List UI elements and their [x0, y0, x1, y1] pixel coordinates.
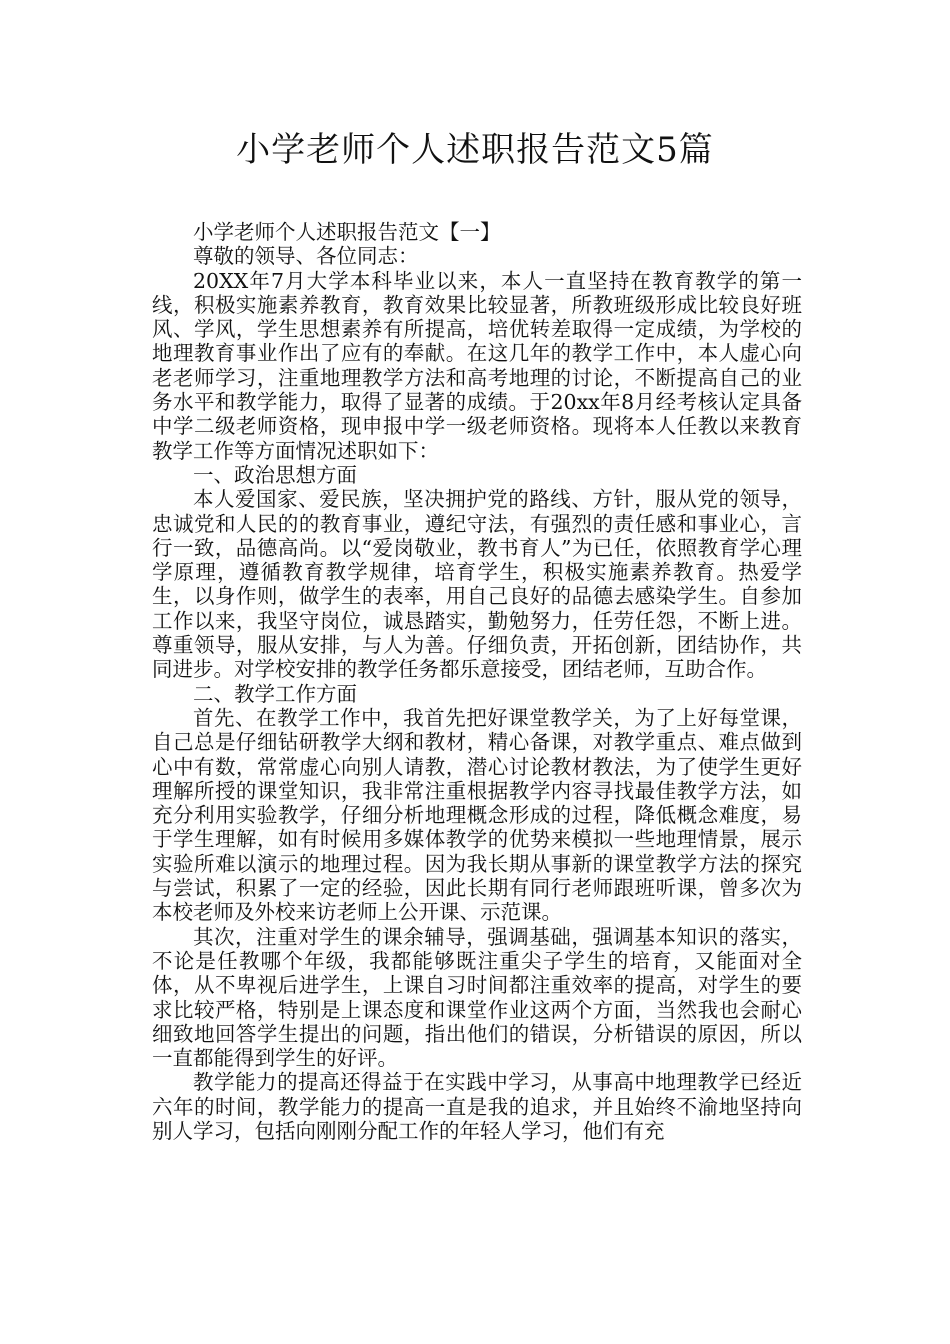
section-heading: 二、教学工作方面 [193, 681, 357, 706]
document-title: 小学老师个人述职报告范文5篇 [236, 130, 714, 170]
document-body [152, 220, 802, 1143]
body-paragraph: 本人爱国家、爱民族，坚决拥护党的路线、方针，服从党的领导，忠诚党和人民的的教育事业，遵纪守法，有强烈的责任感和事业心，言行一致，品德高尚。以“爱岗敬业，教书育人”为已任，依照教育学心理学原理，遵循教育教学规律，培育学生，积极实施素养教育。热爱学生，以身作则，做学生的表率，用自己良好的品德去感染学生。自参加工作以来，我坚守岗位，诚恳踏实，勤勉努力，任劳任怨，不断上进。尊重领导，服从安排，与人为善。仔细负责，开拓创新，团结协作，共同进步。对学校安排的教学任务都乐意接受，团结老师，互助合作。 [152, 487, 802, 682]
body-paragraph: 教学能力的提高还得益于在实践中学习，从事高中地理教学已经近六年的时间，教学能力的提高一直是我的追求，并且始终不渝地坚持向别人学习，包括向刚刚分配工作的年轻人学习，他们有充 [152, 1070, 802, 1143]
section-heading: 一、政治思想方面 [193, 462, 357, 487]
section-heading: 小学老师个人述职报告范文【一】 [193, 220, 501, 244]
body-paragraph: 首先、在教学工作中，我首先把好课堂教学关，为了上好每堂课，自己总是仔细钻研教学大纲和教材，精心备课，对教学重点、难点做到心中有数，常常虚心向别人请教，潜心讨论教材教法，为了使学生更好理解所授的课堂知识，我非常注重根据教学内容寻找最佳教学方法，如充分利用实验教学，仔细分析地理概念形成的过程，降低概念难度，易于学生理解，如有时候用多媒体教学的优势来模拟一些地理情景，展示实验所难以演示的地理过程。因为我长期从事新的课堂教学方法的探究与尝试，积累了一定的经验，因此长期有同行老师跟班听课，曾多次为本校老师及外校来访老师上公开课、示范课。 [152, 705, 802, 925]
body-paragraph: 20XX年7月大学本科毕业以来，本人一直坚持在教育教学的第一线，积极实施素养教育，教育效果比较显著，所教班级形成比较良好班风、学风，学生思想素养有所提高，培优转差取得一定成绩，为学校的地理教育事业作出了应有的奉献。在这几年的教学工作中，本人虚心向老老师学习，注重地理教学方法和高考地理的讨论，不断提高自己的业务水平和教学能力，取得了显著的成绩。于20xx年8月经考核认定具备中学二级老师资格，现申报中学一级老师资格。现将本人任教以来教育教学工作等方面情况述职如下： [152, 268, 802, 463]
salutation: 尊敬的领导、各位同志： [193, 244, 419, 269]
body-paragraph: 其次，注重对学生的课余辅导，强调基础，强调基本知识的落实，不论是任教哪个年级，我都能够既注重尖子学生的培育，又能面对全体，从不卑视后进学生，上课自习时间都注重效率的提高，对学生的要求比较严格，特别是上课态度和课堂作业这两个方面，当然我也会耐心细致地回答学生提出的问题，指出他们的错误，分析错误的原因，所以一直都能得到学生的好评。 [152, 924, 802, 1071]
